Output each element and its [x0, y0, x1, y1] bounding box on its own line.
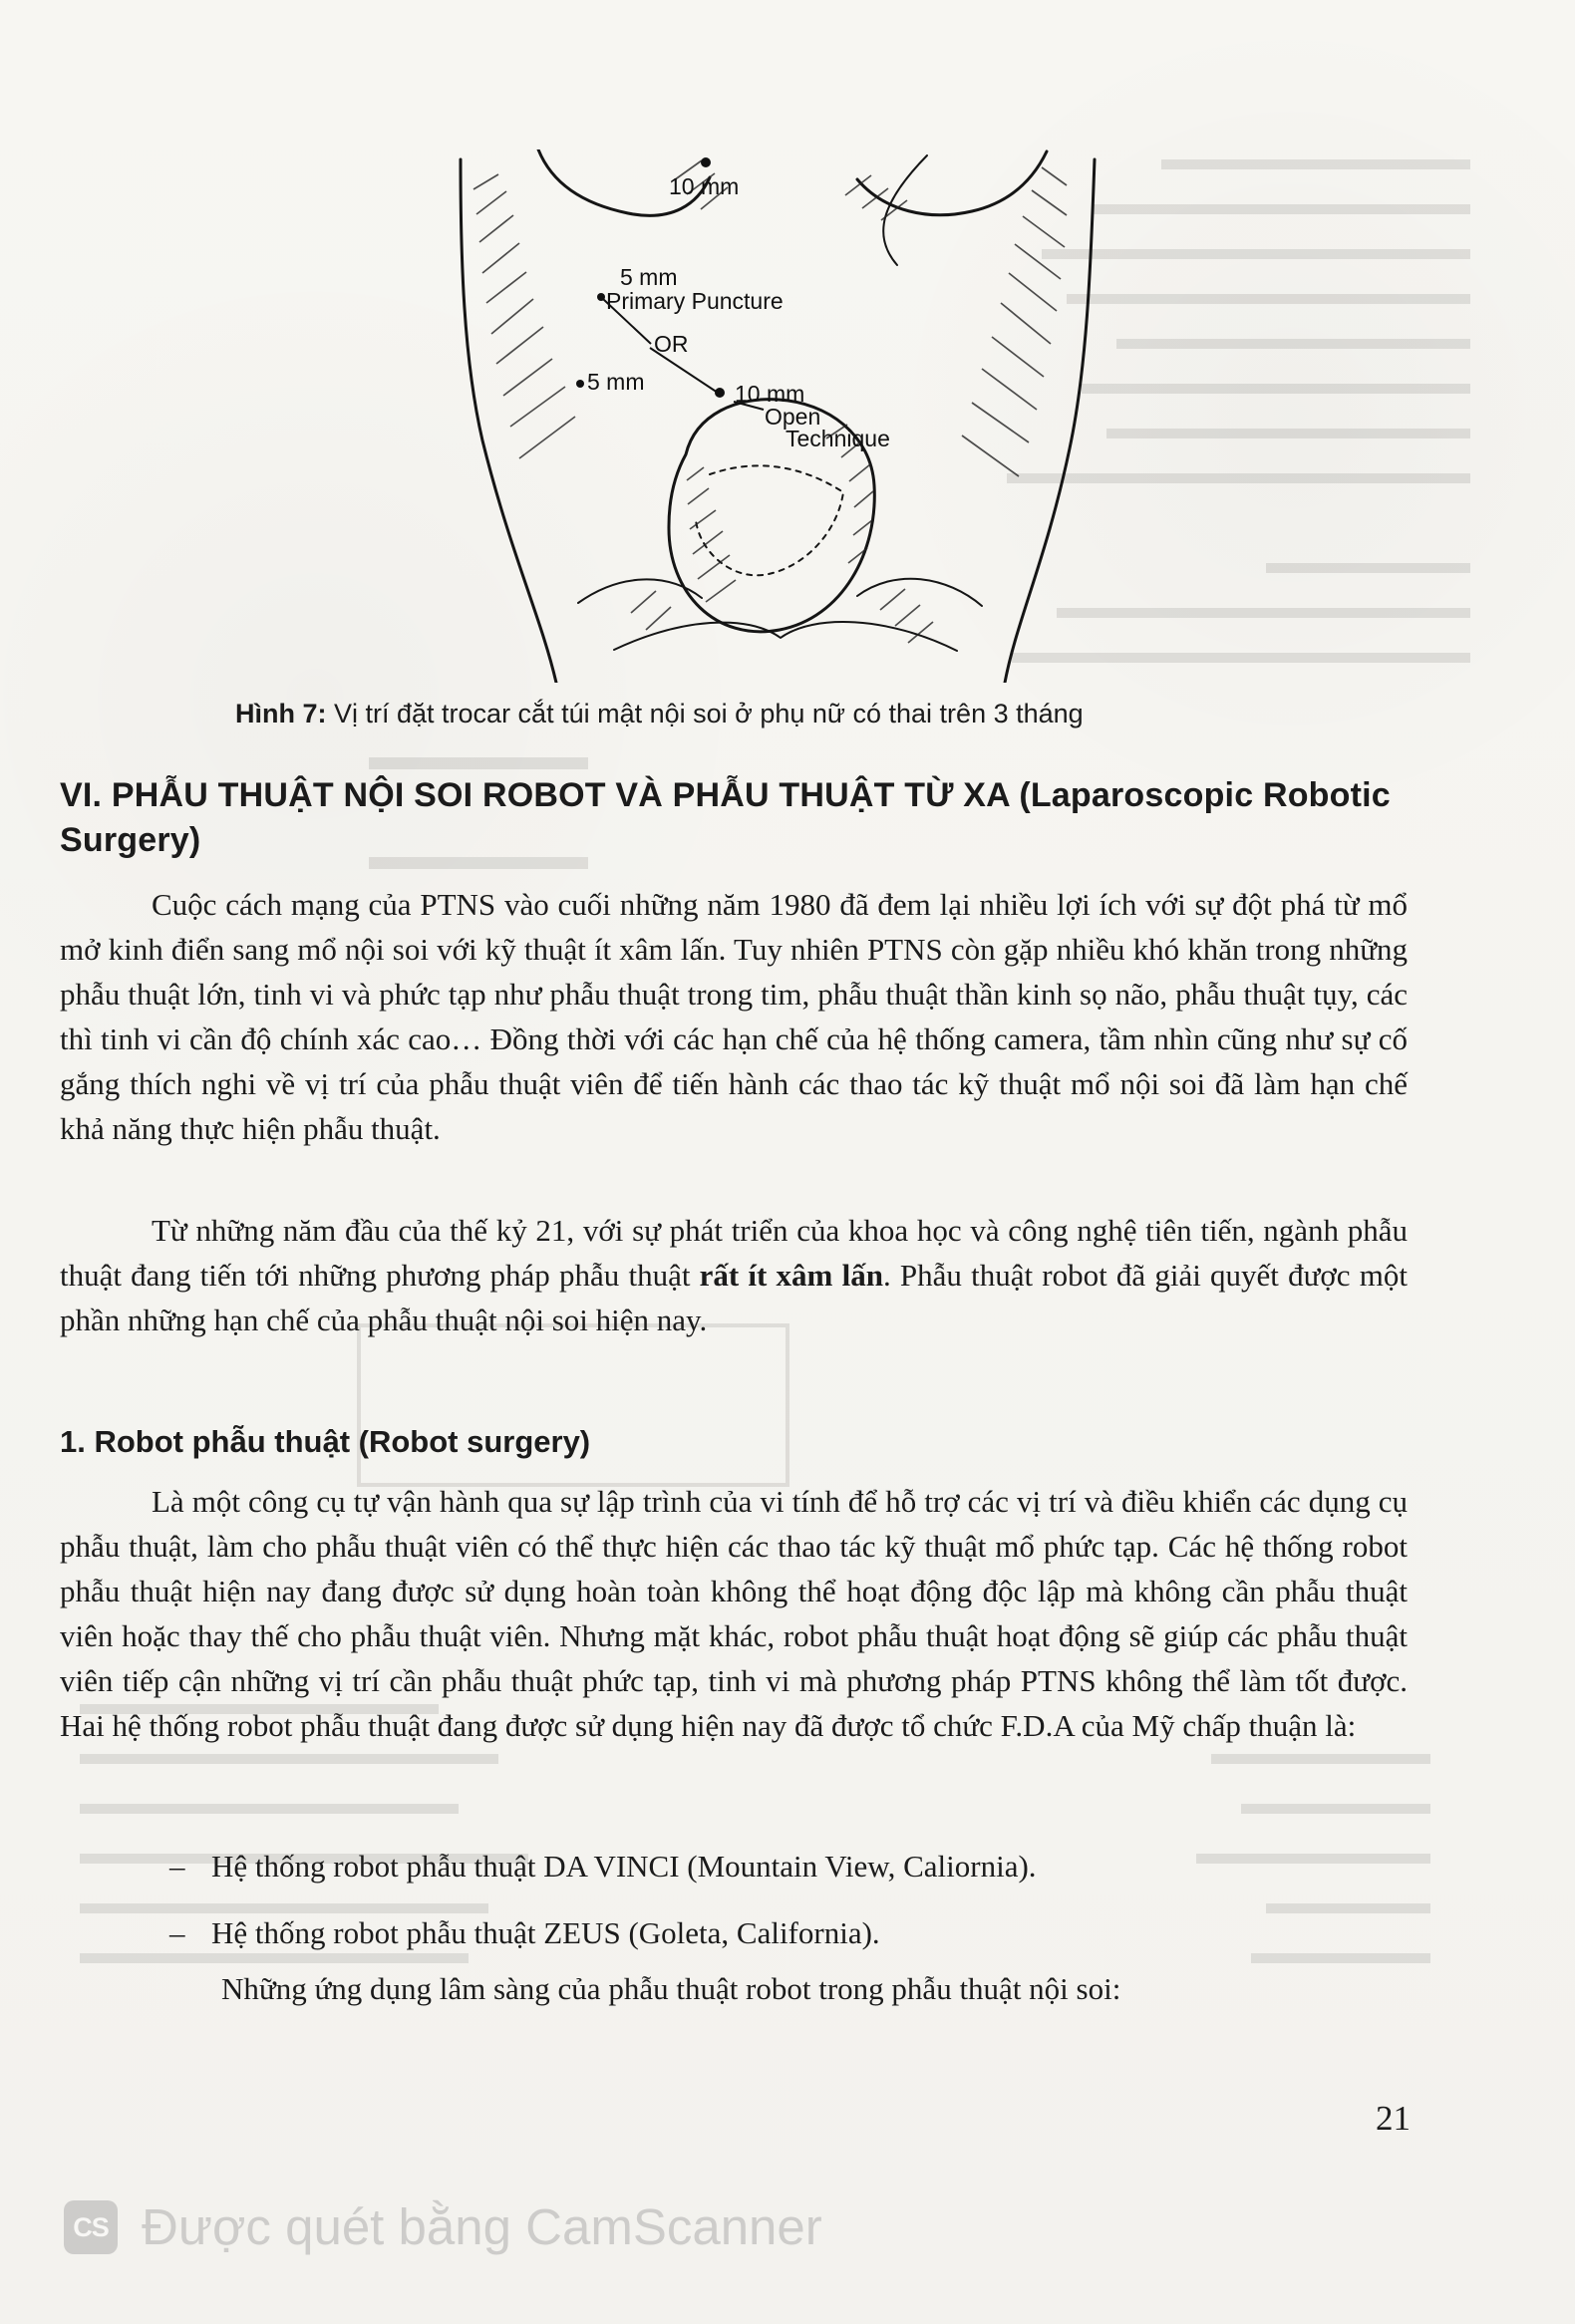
bullet-dash: – — [169, 1915, 185, 1950]
open-ten-mm-label: 10 mm — [735, 381, 805, 407]
paragraph-minimally-invasive-end: . Phẫu thuật robot đã giải quyết được một phần những hạn chế của phẫu thuật nội soi hiện nay. — [60, 1258, 1408, 1337]
right-breast-shadow — [857, 151, 1047, 215]
section-title: VI. PHẪU THUẬT NỘI SOI ROBOT VÀ PHẪU THUẬT TỪ XA (Laparoscopic Robotic Surgery) — [60, 776, 1391, 859]
primary-five-mm-label: 5 mm — [620, 264, 678, 290]
paragraph-minimally-invasive — [60, 1208, 1408, 1342]
left-five-mm-label: 5 mm — [587, 369, 645, 395]
left-five-mm-dot — [576, 380, 584, 388]
technique-label: Technique — [786, 426, 890, 451]
subsection-title: 1. Robot phẫu thuật (Robot surgery) — [60, 1424, 591, 1459]
paragraph-ptns-revolution: Cuộc cách mạng của PTNS vào cuối những năm 1980 đã đem lại nhiều lợi ích với sự đột phá từ mổ mở kinh điển sang mổ nội soi với kỹ thuật ít xâm lấn. Tuy nhiên PTNS còn gặp nhiều khó khăn trong những phẫu thuật lớn, tinh vi và phức tạp như phẫu thuật trong tim, phẫu thuật thần kinh sọ não, phẫu thuật tụy, các thì tinh vi cần độ chính xác cao… Đồng thời với các hạn chế của hệ thống camera, tầm nhìn cũng như sự cố gắng thích nghi về vị trí của phẫu thuật viên để tiến hành các thao tác kỹ thuật mổ nội soi đã làm hạn chế khả năng thực hiện phẫu thuật. — [60, 887, 1408, 1146]
top-trocar-dot — [701, 157, 711, 167]
abdomen-trocar-illustration — [459, 149, 1097, 683]
paragraph-minimally-invasive-start: Từ những năm đầu của thế kỷ 21, với sự phát triển của khoa học và công nghệ tiên tiến, ngành phẫu thuật đang tiến tới những phương pháp phẫu thuật — [60, 1213, 1408, 1293]
figure-caption-label: Hình 7: — [235, 699, 327, 728]
right-torso-outline — [1005, 159, 1095, 683]
camscanner-watermark — [64, 2199, 822, 2255]
bullet-text: Hệ thống robot phẫu thuật ZEUS (Goleta, California). — [211, 1915, 880, 1950]
figure-caption — [235, 696, 1372, 731]
figure-caption-text: Vị trí đặt trocar cắt túi mật nội soi ở phụ nữ có thai trên 3 tháng — [326, 699, 1084, 728]
left-torso-outline — [461, 159, 556, 683]
bullet-text: Hệ thống robot phẫu thuật DA VINCI (Mountain View, Caliornia). — [211, 1849, 1037, 1884]
bullet-zeus — [169, 1913, 1406, 1953]
bullet-dash: – — [169, 1849, 185, 1884]
or-label: OR — [654, 331, 689, 357]
camscanner-text: Được quét bằng CamScanner — [142, 2198, 822, 2255]
right-iliac-contour — [857, 579, 982, 606]
clinical-applications-sentence: Những ứng dụng lâm sàng của phẫu thuật robot trong phẫu thuật nội soi: — [221, 1971, 1121, 2006]
pelvic-contour — [614, 622, 957, 651]
camscanner-logo: CS — [64, 2200, 118, 2254]
page-number: 21 — [1376, 2099, 1411, 2138]
bullet-da-vinci — [169, 1847, 1406, 1887]
paragraph-robot-definition: Là một công cụ tự vận hành qua sự lập trình của vi tính để hỗ trợ các vị trí và điều khiển các dụng cụ phẫu thuật, làm cho phẫu thuật viên có thể thực hiện các thao tác kỹ thuật mổ phức tạp. Các hệ thống robot phẫu thuật hiện nay đang được sử dụng hoàn toàn không thể hoạt động độc lập mà không cần phẫu thuật viên hoặc thay thế cho phẫu thuật viên. Nhưng mặt khác, robot phẫu thuật hoạt động sẽ giúp các phẫu thuật viên tiếp cận những vị trí cần phẫu thuật phức tạp, tinh vi mà phương pháp PTNS không thể làm tốt được. Hai hệ thống robot phẫu thuật đang được sử dụng hiện nay đã được tổ chức F.D.A của Mỹ chấp thuận là: — [60, 1484, 1408, 1743]
uterus-inner-dashed-line — [696, 465, 843, 575]
highlight-rat-it-xam-lan: rất ít xâm lấn — [699, 1258, 883, 1293]
open-label: Open — [765, 404, 821, 430]
top-ten-mm-label: 10 mm — [669, 173, 740, 199]
pregnancy-trocar-figure — [459, 149, 1097, 683]
primary-puncture-label: Primary Puncture — [606, 288, 784, 314]
